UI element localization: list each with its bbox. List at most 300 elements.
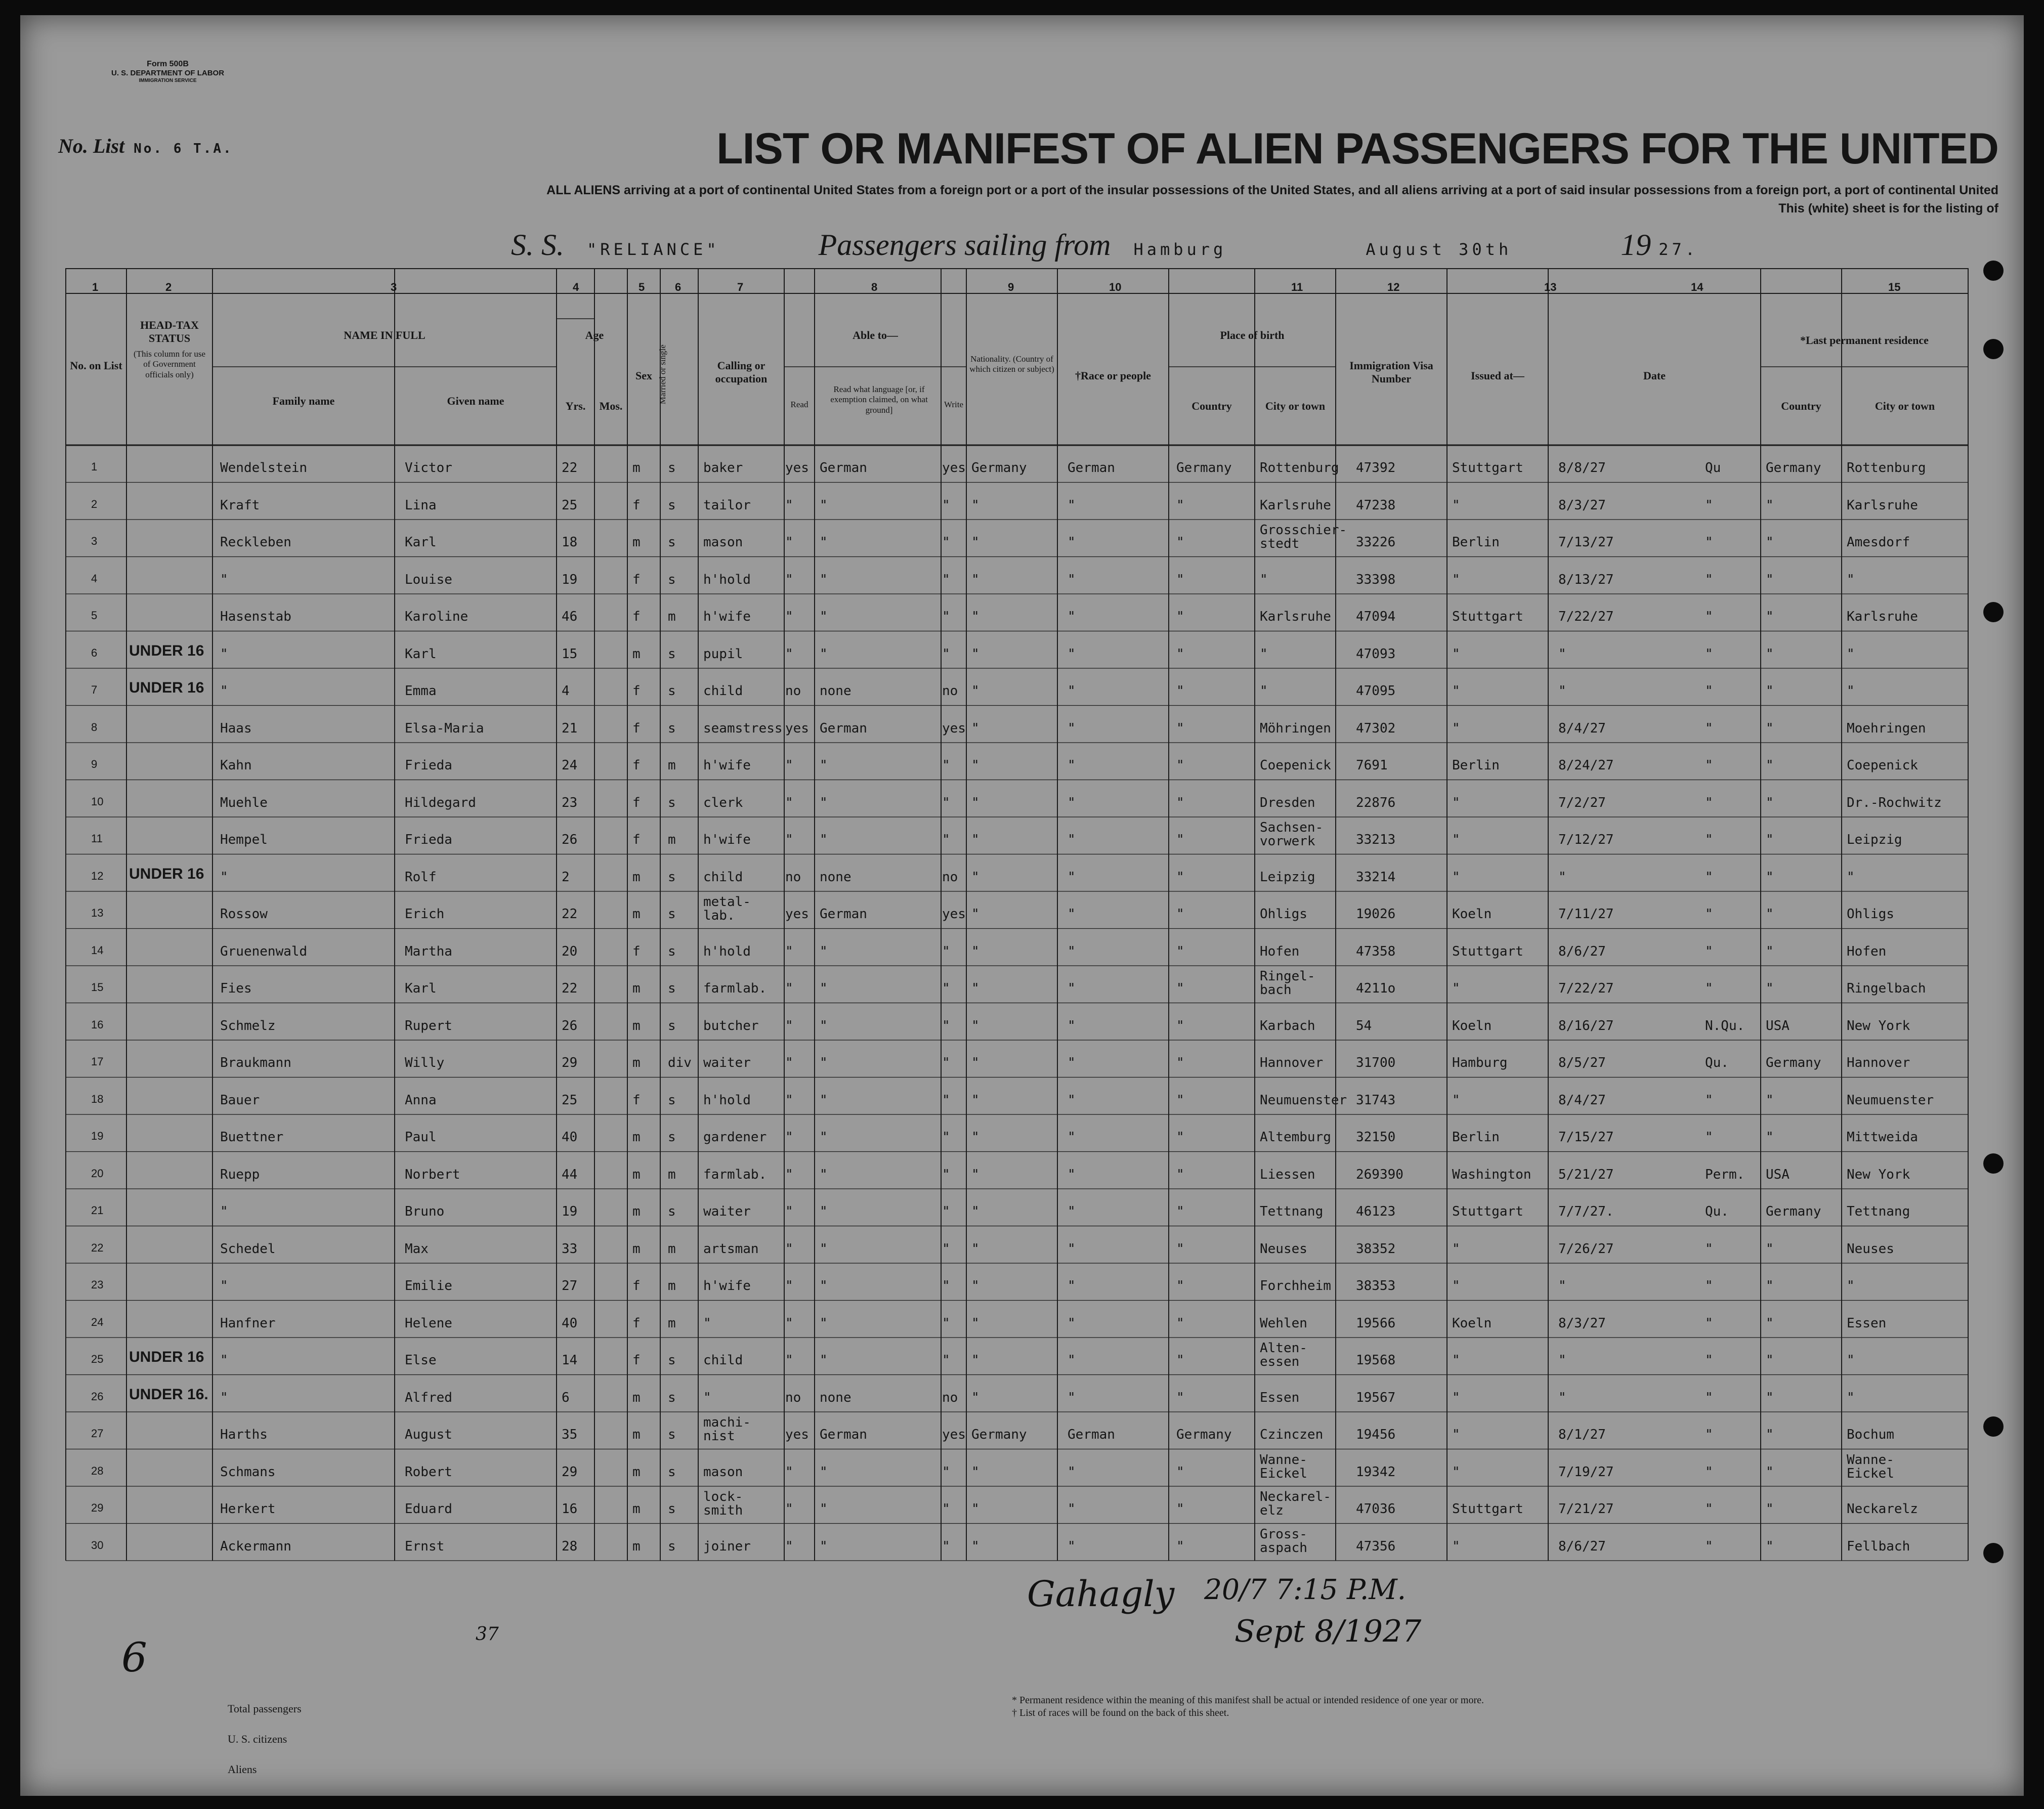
family-name: Fies [220, 981, 252, 996]
birth-country: " [1176, 1092, 1184, 1108]
subtitle-line-1: ALL ALIENS arriving at a port of continental United States from a foreign port or a port of the insular possessions of the United States, and all aliens arriving at a port of said insular possessions from a foreign port, a port of continental United [546, 183, 1998, 197]
age-years: 26 [562, 832, 578, 847]
birth-city: Dresden [1260, 795, 1315, 810]
birth-country: " [1176, 1315, 1184, 1331]
read-language: none [820, 683, 851, 699]
res-country: " [1766, 720, 1774, 736]
issued-at: " [1452, 720, 1460, 736]
age-years: 46 [562, 609, 578, 624]
family-name: Kraft [220, 497, 260, 513]
can-write: " [942, 1167, 950, 1182]
given-name: Anna [405, 1092, 437, 1108]
birth-country: " [1176, 1204, 1184, 1219]
quota-status: " [1705, 683, 1713, 699]
sex: f [632, 720, 641, 736]
marital-status: s [668, 535, 676, 550]
quota-status: " [1705, 1390, 1713, 1405]
can-write: no [942, 869, 958, 885]
list-number: No. 6 T.A. [134, 141, 233, 156]
age-years: 35 [562, 1427, 578, 1442]
issued-at: " [1452, 497, 1460, 513]
race: " [1068, 758, 1076, 773]
can-write: " [942, 1353, 950, 1368]
birth-country: Germany [1176, 1427, 1232, 1442]
given-name: Karl [405, 646, 437, 662]
age-years: 40 [562, 1315, 578, 1331]
res-city: Moehringen [1847, 720, 1926, 736]
read-language: German [820, 1427, 867, 1442]
issued-at: " [1452, 683, 1460, 699]
column-number: 14 [1691, 281, 1704, 293]
visa-date: 8/6/27 [1558, 943, 1606, 959]
can-read: " [785, 535, 793, 550]
family-name: Muehle [220, 795, 268, 810]
nationality: Germany [971, 460, 1027, 476]
family-name: Ruepp [220, 1167, 260, 1182]
can-read: " [785, 1501, 793, 1517]
issued-at: Stuttgart [1452, 943, 1523, 959]
aliens: Aliens [228, 1763, 257, 1776]
nationality: " [971, 1538, 980, 1554]
header-last-residence: *Last permanent residence [1800, 334, 1929, 347]
birth-country: " [1176, 981, 1184, 996]
can-read: " [785, 1167, 793, 1182]
occupation: child [703, 1353, 743, 1368]
quota-status: " [1705, 572, 1713, 587]
read-language: " [820, 1278, 828, 1294]
birth-country: " [1176, 646, 1184, 662]
column-number: 1 [92, 281, 99, 293]
age-years: 21 [562, 720, 578, 736]
birth-city: Liessen [1260, 1167, 1315, 1182]
can-write: " [942, 1464, 950, 1480]
sex: f [632, 683, 641, 699]
row-number: 13 [91, 907, 104, 919]
res-city: New York [1847, 1167, 1910, 1182]
birth-city: " [1260, 572, 1268, 587]
can-read: " [785, 497, 793, 513]
age-years: 18 [562, 535, 578, 550]
family-name: Kahn [220, 758, 252, 773]
column-number: 2 [165, 281, 172, 293]
family-name: " [220, 1353, 228, 1368]
res-country: " [1766, 1353, 1774, 1368]
marital-status: s [668, 646, 676, 662]
birth-country: " [1176, 1538, 1184, 1554]
race: German [1068, 460, 1115, 476]
race: " [1068, 832, 1076, 847]
occupation: " [703, 1390, 711, 1405]
visa-date: " [1558, 646, 1566, 662]
race: " [1068, 1278, 1076, 1294]
nationality: " [971, 497, 980, 513]
row-number: 19 [91, 1130, 104, 1142]
column-number: 4 [573, 281, 579, 293]
marital-status: m [668, 1278, 676, 1294]
visa-date: 8/13/27 [1558, 572, 1614, 587]
birth-city: Tettnang [1260, 1204, 1324, 1219]
manifest-sheet [20, 15, 2024, 1796]
nationality: " [971, 609, 980, 624]
handwritten-signature-date: Sept 8/1927 [1234, 1614, 1422, 1649]
birth-country: " [1176, 832, 1184, 847]
visa-number: 33398 [1356, 572, 1396, 587]
sex: m [632, 1427, 641, 1442]
visa-date: 7/26/27 [1558, 1241, 1614, 1257]
nationality: " [971, 720, 980, 736]
res-country: " [1766, 758, 1774, 773]
sex: f [632, 795, 641, 810]
can-write: " [942, 1241, 950, 1257]
read-language: " [820, 1464, 828, 1480]
occupation: h'wife [703, 1278, 751, 1294]
nationality: " [971, 1130, 980, 1145]
read-language: " [820, 1241, 828, 1257]
read-language: " [820, 1092, 828, 1108]
res-country: " [1766, 1092, 1774, 1108]
issued-at: Koeln [1452, 1315, 1492, 1331]
quota-status: Qu [1705, 460, 1721, 476]
res-country: " [1766, 646, 1774, 662]
given-name: Rolf [405, 869, 437, 885]
can-read: no [785, 869, 801, 885]
given-name: Paul [405, 1130, 437, 1145]
marital-status: m [668, 1241, 676, 1257]
res-country: " [1766, 1464, 1774, 1480]
quota-status: " [1705, 907, 1713, 922]
issued-at: " [1452, 1538, 1460, 1554]
issued-at: Berlin [1452, 1130, 1500, 1145]
quota-status: " [1705, 981, 1713, 996]
res-country: Germany [1766, 460, 1821, 476]
marital-status: m [668, 832, 676, 847]
marital-status: s [668, 1204, 676, 1219]
family-name: Herkert [220, 1501, 276, 1517]
sex: m [632, 1464, 641, 1480]
row-number: 30 [91, 1538, 104, 1552]
sex: f [632, 609, 641, 624]
ship-line [511, 228, 1698, 263]
occupation: farmlab. [703, 1167, 767, 1182]
res-country: " [1766, 1501, 1774, 1517]
visa-number: 46123 [1356, 1204, 1396, 1219]
nationality: " [971, 795, 980, 810]
read-language: " [820, 646, 828, 662]
visa-number: 47095 [1356, 683, 1396, 699]
header-res-country: Country [1781, 400, 1821, 412]
issued-at: " [1452, 1464, 1460, 1480]
age-years: 44 [562, 1167, 578, 1182]
birth-country: " [1176, 758, 1184, 773]
can-read: " [785, 609, 793, 624]
res-city: Karlsruhe [1847, 609, 1918, 624]
birth-country: " [1176, 795, 1184, 810]
race: " [1068, 535, 1076, 550]
race: " [1068, 907, 1076, 922]
marital-status: m [668, 758, 676, 773]
can-read: " [785, 832, 793, 847]
header-visa: Immigration Visa Number [1349, 359, 1433, 385]
issued-at: " [1452, 1427, 1460, 1442]
issued-at: " [1452, 981, 1460, 996]
age-years: 40 [562, 1130, 578, 1145]
quota-status: " [1705, 758, 1713, 773]
can-write: yes [942, 1427, 966, 1442]
occupation: waiter [703, 1055, 751, 1070]
header-race: †Race or people [1075, 369, 1151, 382]
header-read-language: Read what language [or, if exemption claimed, on what ground] [830, 384, 928, 415]
quota-status: " [1705, 1092, 1713, 1108]
birth-city: Forchheim [1260, 1278, 1331, 1294]
res-country: " [1766, 609, 1774, 624]
row-number: 22 [91, 1241, 104, 1254]
visa-number: 47094 [1356, 609, 1396, 624]
read-language: " [820, 795, 828, 810]
given-name: Martha [405, 943, 452, 959]
race: " [1068, 1315, 1076, 1331]
head-tax-status: UNDER 16 [129, 679, 204, 696]
race: " [1068, 1092, 1076, 1108]
occupation: mason [703, 535, 743, 550]
race: " [1068, 646, 1076, 662]
visa-number: 269390 [1356, 1167, 1403, 1182]
given-name: Karl [405, 981, 437, 996]
can-write: " [942, 981, 950, 996]
visa-date: " [1558, 683, 1566, 699]
issued-at: " [1452, 795, 1460, 810]
visa-date: 7/12/27 [1558, 832, 1614, 847]
row-number: 2 [91, 497, 98, 510]
sex: m [632, 981, 641, 996]
visa-number: 33213 [1356, 832, 1396, 847]
family-name: " [220, 646, 228, 662]
res-country: " [1766, 1278, 1774, 1294]
given-name: Alfred [405, 1390, 452, 1405]
sex: m [632, 1018, 641, 1033]
marital-status: s [668, 720, 676, 736]
age-years: 25 [562, 497, 578, 513]
res-city: Fellbach [1847, 1538, 1910, 1554]
form-number: Form 500B [147, 60, 189, 68]
age-years: 28 [562, 1538, 578, 1554]
header-place-of-birth: Place of birth [1220, 329, 1285, 341]
family-name: Schmans [220, 1464, 276, 1480]
nationality: " [971, 1204, 980, 1219]
nationality: " [971, 1055, 980, 1070]
family-name: " [220, 683, 228, 699]
can-read: " [785, 943, 793, 959]
res-city: Dr.-Rochwitz [1847, 795, 1942, 810]
given-name: Max [405, 1241, 429, 1257]
family-name: Hanfner [220, 1315, 276, 1331]
age-years: 27 [562, 1278, 578, 1294]
birth-city: Neckarel- elz [1260, 1489, 1331, 1519]
read-language: " [820, 1130, 828, 1145]
sex: f [632, 572, 641, 587]
can-write: " [942, 832, 950, 847]
res-country: " [1766, 981, 1774, 996]
occupation: machi- nist [703, 1415, 751, 1444]
quota-status: Perm. [1705, 1167, 1745, 1182]
quota-status: Qu. [1705, 1204, 1729, 1219]
family-name: Rossow [220, 907, 268, 922]
marital-status: s [668, 1501, 676, 1517]
given-name: Bruno [405, 1204, 445, 1219]
header-mos: Mos. [599, 400, 623, 412]
read-language: " [820, 535, 828, 550]
birth-country: " [1176, 535, 1184, 550]
can-read: " [785, 1204, 793, 1219]
header-yrs: Yrs. [565, 400, 586, 412]
visa-number: 38352 [1356, 1241, 1396, 1257]
visa-number: 47392 [1356, 460, 1396, 476]
ship-name: "RELIANCE" [587, 240, 720, 259]
row-number: 16 [91, 1018, 104, 1031]
quota-status: " [1705, 497, 1713, 513]
res-country: " [1766, 1427, 1774, 1442]
birth-city: " [1260, 683, 1268, 699]
nationality: " [971, 869, 980, 885]
res-country: " [1766, 869, 1774, 885]
family-name: " [220, 869, 228, 885]
res-city: Amesdorf [1847, 535, 1910, 550]
row-number: 5 [91, 609, 98, 622]
can-write: no [942, 683, 958, 699]
age-years: 16 [562, 1501, 578, 1517]
res-city: " [1847, 1353, 1855, 1368]
marital-status: s [668, 1353, 676, 1368]
given-name: Louise [405, 572, 452, 587]
visa-number: 47356 [1356, 1538, 1396, 1554]
can-write: " [942, 1315, 950, 1331]
occupation: artsman [703, 1241, 759, 1257]
family-name: Haas [220, 720, 252, 736]
row-number: 3 [91, 535, 98, 547]
res-city: Coepenick [1847, 758, 1918, 773]
visa-number: 33214 [1356, 869, 1396, 885]
given-name: Else [405, 1353, 437, 1368]
age-years: 22 [562, 460, 578, 476]
race: " [1068, 795, 1076, 810]
family-name: Bauer [220, 1092, 260, 1108]
family-name: Reckleben [220, 535, 291, 550]
nationality: " [971, 1167, 980, 1182]
issued-at: Berlin [1452, 758, 1500, 773]
sex: m [632, 1538, 641, 1554]
can-read: " [785, 1315, 793, 1331]
issued-at: " [1452, 1278, 1460, 1294]
birth-city: Coepenick [1260, 758, 1331, 773]
can-write: " [942, 1092, 950, 1108]
nationality: " [971, 1018, 980, 1033]
head-tax-status: UNDER 16 [129, 1349, 204, 1365]
res-country: " [1766, 1315, 1774, 1331]
visa-date: " [1558, 1278, 1566, 1294]
visa-date: 8/5/27 [1558, 1055, 1606, 1070]
res-country: " [1766, 943, 1774, 959]
visa-date: 8/6/27 [1558, 1538, 1606, 1554]
occupation: h'wife [703, 609, 751, 624]
visa-date: " [1558, 1353, 1566, 1368]
issued-at: " [1452, 1241, 1460, 1257]
age-years: 29 [562, 1464, 578, 1480]
can-read: yes [785, 720, 809, 736]
given-name: Emilie [405, 1278, 452, 1294]
column-number: 10 [1109, 281, 1122, 293]
issued-at: " [1452, 1092, 1460, 1108]
binder-hole [1983, 339, 2004, 359]
given-name: Karoline [405, 609, 469, 624]
visa-date: 8/4/27 [1558, 720, 1606, 736]
sex: m [632, 535, 641, 550]
can-read: no [785, 1390, 801, 1405]
sex: m [632, 460, 641, 476]
visa-date: 8/8/27 [1558, 460, 1606, 476]
given-name: Willy [405, 1055, 445, 1070]
quota-status: " [1705, 646, 1713, 662]
header-able-to: Able to— [853, 329, 898, 341]
family-name: " [220, 1278, 228, 1294]
occupation: waiter [703, 1204, 751, 1219]
age-years: 6 [562, 1390, 570, 1405]
quota-status: " [1705, 1427, 1713, 1442]
issued-at: Stuttgart [1452, 1501, 1523, 1517]
year-prefix: 19 [1621, 228, 1651, 262]
occupation: h'wife [703, 758, 751, 773]
marital-status: s [668, 907, 676, 922]
subtitle [329, 181, 1998, 218]
us-citizens: U. S. citizens [228, 1733, 287, 1745]
column-number: 9 [1008, 281, 1014, 293]
handwritten-corner-number: 6 [121, 1634, 147, 1681]
family-name: Hempel [220, 832, 268, 847]
age-years: 22 [562, 907, 578, 922]
occupation: gardener [703, 1130, 767, 1145]
visa-date: 7/19/27 [1558, 1464, 1614, 1480]
quota-status: " [1705, 943, 1713, 959]
res-city: Essen [1847, 1315, 1887, 1331]
can-read: yes [785, 460, 809, 476]
birth-country: " [1176, 572, 1184, 587]
nationality: " [971, 1315, 980, 1331]
nationality: " [971, 907, 980, 922]
read-language: " [820, 1353, 828, 1368]
row-number: 21 [91, 1204, 104, 1217]
res-city: Hannover [1847, 1055, 1910, 1070]
birth-country: " [1176, 1130, 1184, 1145]
birth-country: " [1176, 1464, 1184, 1480]
sex: m [632, 1167, 641, 1182]
marital-status: s [668, 1130, 676, 1145]
res-city: " [1847, 572, 1855, 587]
issued-at: " [1452, 832, 1460, 847]
header-issued-at: Issued at— [1471, 369, 1524, 382]
birth-city: Hofen [1260, 943, 1300, 959]
marital-status: m [668, 1315, 676, 1331]
res-city: Ohligs [1847, 907, 1894, 922]
total-passengers: Total passengers [228, 1702, 302, 1715]
nationality: " [971, 683, 980, 699]
row-number: 23 [91, 1278, 104, 1291]
quota-status: " [1705, 1501, 1713, 1517]
can-read: " [785, 1130, 793, 1145]
birth-city: Grosschier- stedt [1260, 523, 1347, 552]
can-read: " [785, 981, 793, 996]
visa-number: 19342 [1356, 1464, 1396, 1480]
birth-country: " [1176, 683, 1184, 699]
birth-country: " [1176, 1278, 1184, 1294]
nationality: " [971, 646, 980, 662]
